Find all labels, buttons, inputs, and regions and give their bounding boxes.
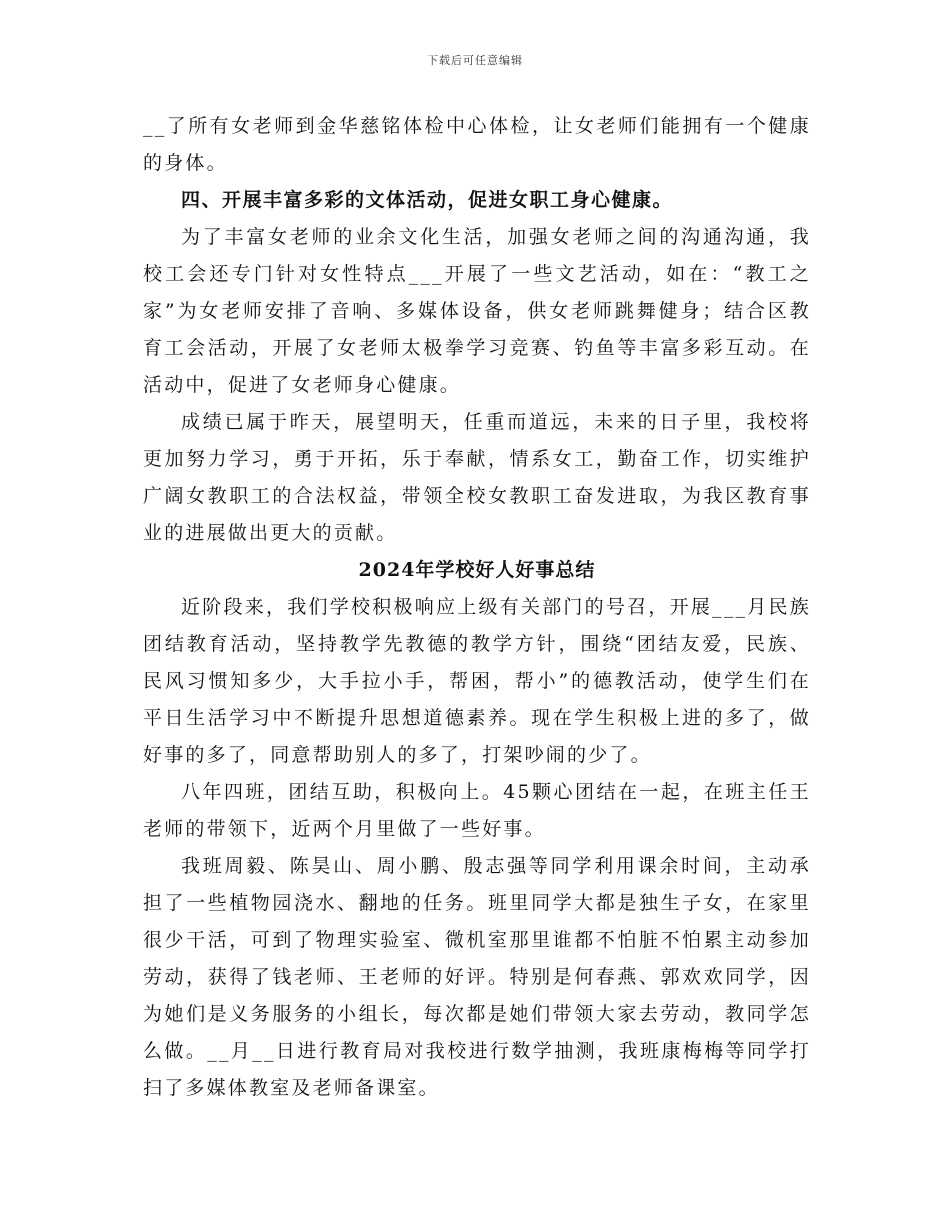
body-paragraph: 成绩已属于昨天，展望明天，任重而道远，未来的日子里，我校将更加努力学习，勇于开拓，乐于奉献，情系女工，勤奋工作，切实维护广阔女教职工的合法权益，带领全校女教职工奋发进取，为我区教育事业的进展做出更大的贡献。 [143,411,811,544]
document-body [143,108,811,1107]
body-paragraph: 近阶段来，我们学校积极响应上级有关部门的号召，开展___月民族团结教育活动，坚持教学先教德的教学方针，围绕“团结友爱，民族、民风习惯知多少，大手拉小手，帮困，帮小”的德教活动，使学生们在平日生活学习中不断提升思想道德素养。现在学生积极上进的多了，做好事的多了，同意帮助别人的多了，打架吵闹的少了。 [143,596,811,766]
body-paragraph: 八年四班，团结互助，积极向上。45颗心团结在一起，在班主任王老师的带领下，近两个月里做了一些好事。 [143,781,811,840]
body-paragraph: 我班周毅、陈昊山、周小鹏、殷志强等同学利用课余时间，主动承担了一些植物园浇水、翻地的任务。班里同学大都是独生子女，在家里很少干活，可到了物理实验室、微机室那里谁都不怕脏不怕累主动参加劳动，获得了钱老师、王老师的好评。特别是何春燕、郭欢欢同学，因为她们是义务服务的小组长，每次都是她们带领大家去劳动，教同学怎么做。__月__日进行教育局对我校进行数学抽测，我班康梅梅等同学打扫了多媒体教室及老师备课室。 [143,855,811,1099]
page-header-note: 下载后可任意编辑 [427,54,523,67]
continuation-paragraph: __了所有女老师到金华慈铭体检中心体检，让女老师们能拥有一个健康的身体。 [143,115,811,174]
body-paragraph: 为了丰富女老师的业余文化生活，加强女老师之间的沟通沟通，我校工会还专门针对女性特点___开展了一些文艺活动，如在：“教工之家”为女老师安排了音响、多媒体设备，供女老师跳舞健身；结合区教育工会活动，开展了女老师太极拳学习竞赛、钓鱼等丰富多彩互动。在活动中，促进了女老师身心健康。 [143,226,811,396]
section-heading: 四、开展丰富多彩的文体活动，促进女职工身心健康。 [181,189,674,211]
document-title: 2024年学校好人好事总结 [358,559,596,581]
